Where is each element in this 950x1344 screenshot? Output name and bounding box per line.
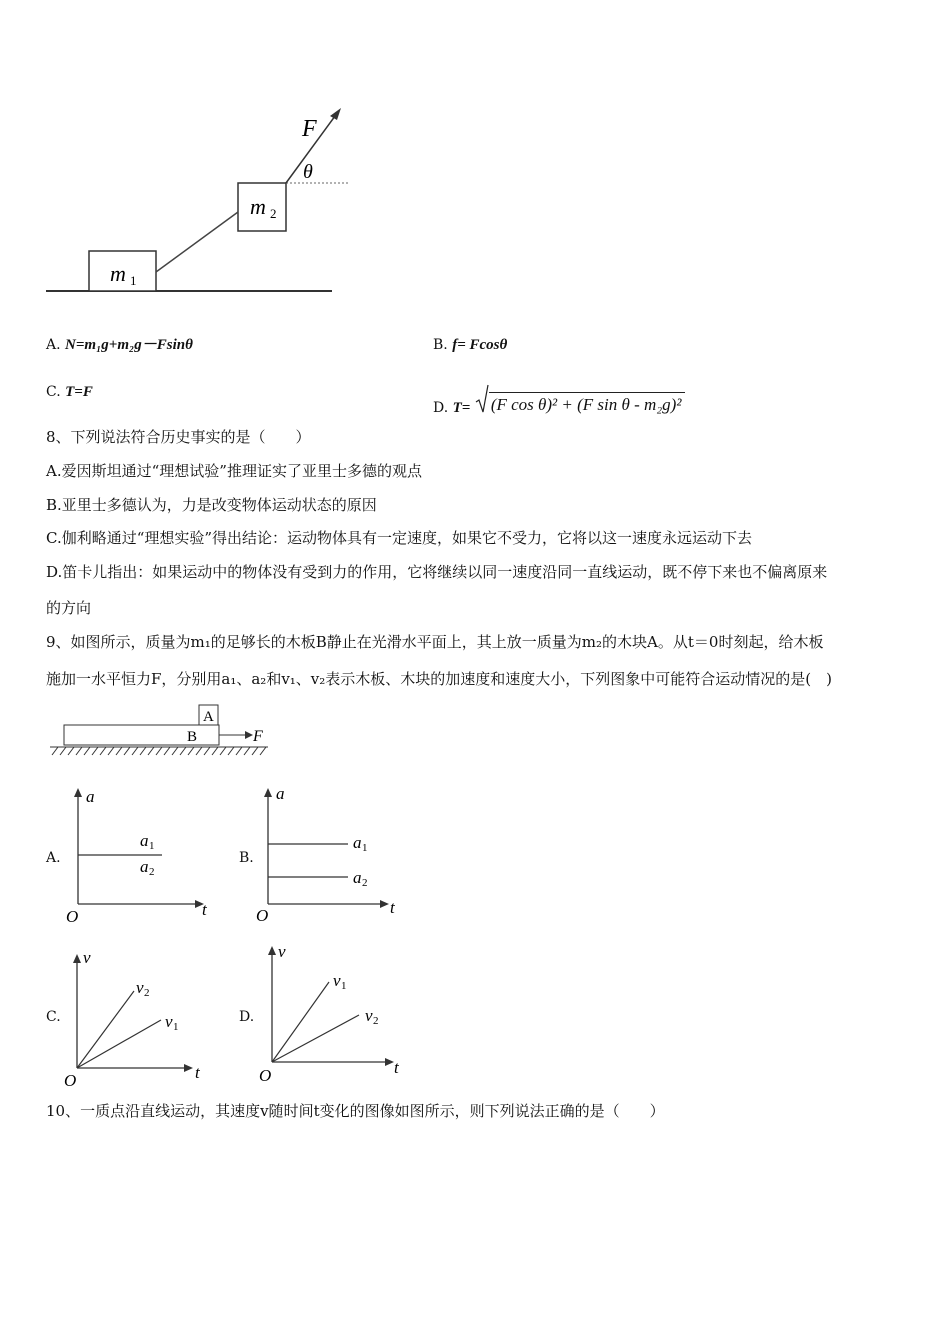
- v1-subscript: 1: [173, 1021, 179, 1033]
- q8-option-c[interactable]: C.伽利略通过“理想实验”得出结论：运动物体具有一定速度，如果它不受力，它将以这一速度永远运动下去: [46, 529, 753, 547]
- option-formula: T=F: [65, 384, 93, 400]
- a1-subscript: 1: [149, 840, 155, 852]
- q7-option-d[interactable]: [433, 376, 685, 416]
- v1-line: [272, 982, 329, 1062]
- option-prefix: B.: [433, 337, 448, 353]
- floor-hatching: [52, 747, 266, 755]
- mass2-subscript: 2: [270, 206, 277, 221]
- board-b-label: B: [187, 729, 198, 745]
- y-axis-arrow: [74, 788, 82, 797]
- option-prefix: A.: [46, 337, 61, 353]
- option-formula-radicand: (F cos θ)² + (F sin θ - m₂g)²: [489, 392, 686, 415]
- connecting-rope: [156, 212, 238, 272]
- graph-b-option-label[interactable]: B.: [239, 850, 254, 866]
- v1-subscript: 1: [341, 980, 347, 992]
- y-axis-arrow: [264, 788, 272, 797]
- y-axis-label: a: [276, 785, 285, 803]
- q10-stem: 10、一质点沿直线运动，其速度v随时间t变化的图像如图所示，则下列说法正确的是（ ）: [46, 1102, 665, 1120]
- graph-d[interactable]: [255, 940, 415, 1090]
- x-axis-label: t: [202, 900, 207, 919]
- v2-label: v: [365, 1006, 373, 1025]
- q7-option-c[interactable]: [46, 382, 93, 402]
- q8-option-d[interactable]: D.笛卡儿指出：如果运动中的物体没有受到力的作用，它将继续以同一速度沿同一直线运动，既不停下来也不偏离原来: [46, 563, 828, 581]
- a2-subscript: 2: [362, 877, 368, 889]
- a1-label: a: [353, 833, 362, 852]
- y-axis-arrow: [73, 954, 81, 963]
- option-formula: N=m₁g+m₂g－Fsinθ: [65, 337, 193, 353]
- x-axis-arrow: [380, 900, 389, 908]
- a2-subscript: 2: [149, 866, 155, 878]
- y-axis-label: v: [83, 948, 91, 967]
- v2-subscript: 2: [144, 987, 150, 999]
- graph-c-option-label[interactable]: C.: [46, 1009, 61, 1025]
- x-axis-arrow: [385, 1058, 394, 1066]
- q8-option-b[interactable]: B.亚里士多德认为，力是改变物体运动状态的原因: [46, 496, 377, 514]
- graph-c[interactable]: [62, 948, 222, 1093]
- option-prefix: D.: [433, 400, 449, 416]
- q9-stem-line2: 施加一水平恒力F，分别用a₁、a₂和v₁、v₂表示木板、木块的加速度和速度大小，下列图象中可能符合运动情况的是( ): [46, 670, 833, 688]
- y-axis-label: a: [86, 787, 95, 806]
- graph-d-option-label[interactable]: D.: [239, 1009, 255, 1025]
- graph-a[interactable]: [62, 785, 222, 925]
- force-arrow-head: [330, 108, 341, 120]
- option-formula-lhs: T=: [452, 400, 471, 416]
- a2-label: a: [353, 868, 362, 887]
- q7-figure: [40, 100, 360, 300]
- q8-stem: 8、下列说法符合历史事实的是（ ）: [46, 428, 311, 446]
- v2-line: [77, 991, 134, 1068]
- a2-label: a: [140, 857, 149, 876]
- q8-option-a[interactable]: A.爱因斯坦通过“理想试验”推理证实了亚里士多德的观点: [46, 462, 422, 480]
- y-axis-label: v: [278, 942, 286, 961]
- x-axis-label: t: [390, 898, 395, 917]
- x-axis-label: t: [394, 1058, 399, 1077]
- mass2-label: m: [250, 194, 266, 219]
- v1-label: v: [333, 971, 341, 990]
- v1-line: [77, 1020, 161, 1068]
- y-axis-arrow: [268, 946, 276, 955]
- a1-label: a: [140, 831, 149, 850]
- q7-option-b[interactable]: [433, 335, 507, 355]
- origin-label: O: [256, 906, 269, 925]
- a1-subscript: 1: [362, 842, 368, 854]
- v1-label: v: [165, 1012, 173, 1031]
- graph-b[interactable]: [252, 785, 412, 925]
- origin-label: O: [64, 1071, 77, 1090]
- v2-line: [272, 1015, 359, 1062]
- force-label: F: [253, 728, 263, 745]
- q7-option-a[interactable]: [46, 335, 193, 355]
- mass1-label: m: [110, 261, 126, 286]
- origin-label: O: [259, 1066, 272, 1085]
- x-axis-arrow: [184, 1064, 193, 1072]
- graph-a-option-label[interactable]: A.: [46, 850, 61, 866]
- angle-label: θ: [303, 161, 313, 183]
- q9-stem-line1: 9、如图所示，质量为m₁的足够长的木板B静止在光滑水平面上，其上放一质量为m₂的木块A。从t＝0时刻起，给木板: [46, 633, 824, 651]
- q8-option-d-continued: 的方向: [46, 599, 92, 617]
- sqrt-sign: [475, 384, 489, 414]
- origin-label: O: [66, 907, 79, 925]
- x-axis-label: t: [195, 1063, 200, 1082]
- force-arrow-head: [245, 731, 253, 739]
- option-formula: f= Fcosθ: [452, 337, 508, 353]
- option-prefix: C.: [46, 384, 61, 400]
- v2-subscript: 2: [373, 1015, 379, 1027]
- q9-figure: [46, 700, 276, 760]
- block-a-label: A: [203, 709, 214, 725]
- force-label: F: [302, 116, 317, 142]
- v2-label: v: [136, 978, 144, 997]
- mass1-subscript: 1: [130, 273, 137, 288]
